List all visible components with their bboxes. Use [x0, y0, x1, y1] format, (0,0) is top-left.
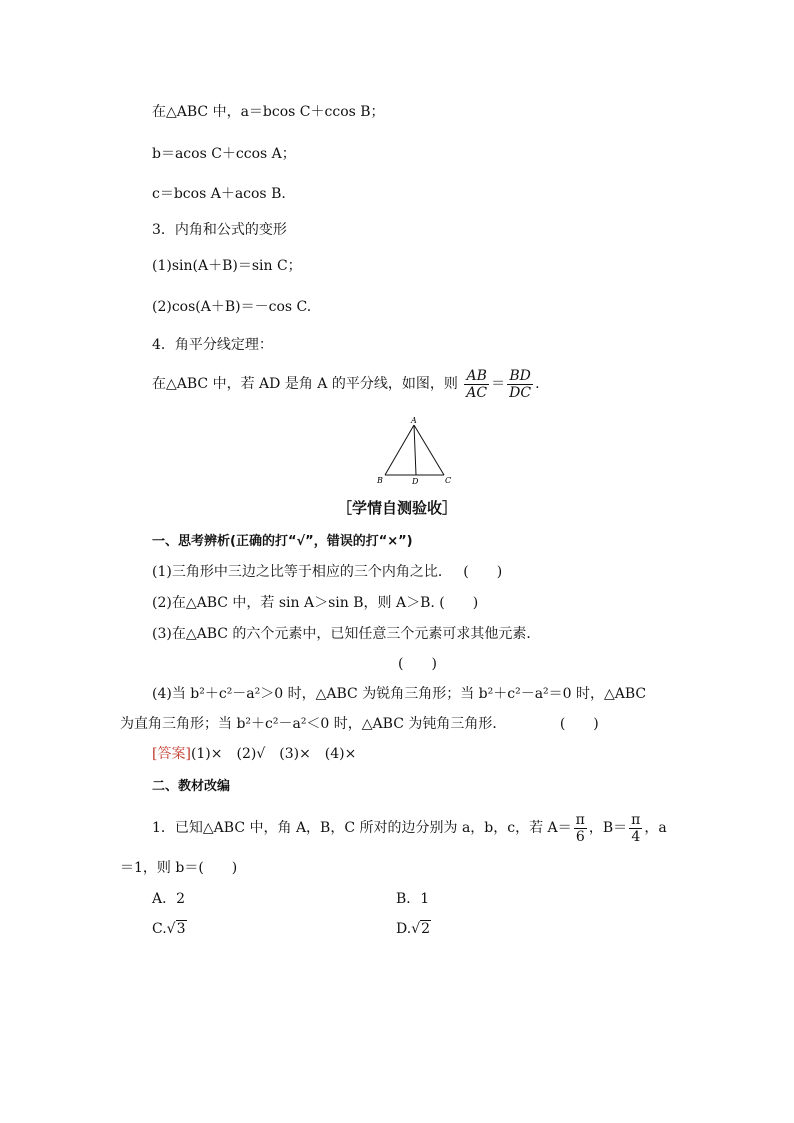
question-1: (1)三角形中三边之比等于相应的三个内角之比． ( ) — [152, 564, 503, 580]
option-a: A．2 — [152, 891, 186, 907]
option-b: B．1 — [396, 891, 430, 907]
answer-label: [答案] — [152, 746, 191, 762]
fraction-bd-dc — [507, 368, 533, 401]
fraction-ab-ac — [464, 368, 489, 401]
equals-sign: ＝ — [491, 376, 506, 392]
pi-1: π — [575, 811, 585, 828]
sqrt-3: √3 — [166, 921, 186, 937]
answer-text: (1)× (2)√ (3)× (4)× — [190, 746, 357, 762]
answer-line — [152, 744, 356, 764]
fraction-bd: BD — [507, 368, 533, 385]
question-4-line-2: 为直角三角形；当 b²＋c²－a²＜0 时，△ABC 为钝角三角形． ( ) — [120, 716, 599, 732]
fraction-ac: AC — [466, 384, 488, 401]
section-3-item-2: (2)cos(A＋B)＝－cos C. — [152, 299, 312, 315]
denominator-6: 6 — [575, 828, 585, 845]
vertex-label-b: B — [377, 476, 383, 485]
bisector-text: 在△ABC 中，若 AD 是角 A 的平分线，如图，则 — [152, 376, 458, 392]
option-d-label: D. — [396, 921, 412, 937]
fraction-pi-6 — [574, 812, 587, 845]
formula-line-3: c＝bcos A＋acos B. — [152, 186, 286, 202]
question-2: (2)在△ABC 中，若 sin A＞sin B，则 A＞B. ( ) — [152, 595, 479, 611]
denominator-4: 4 — [631, 828, 641, 845]
vertex-label-c: C — [445, 476, 452, 485]
option-c-label: C. — [152, 921, 167, 937]
section-3-item-1: (1)sin(A＋B)＝sin C； — [152, 258, 302, 274]
problem-1-tail: ，a — [644, 820, 667, 836]
bisector-theorem-line — [152, 364, 540, 404]
sqrt-3-radicand: 3 — [176, 921, 186, 937]
section-4-title: 4．角平分线定理： — [152, 337, 273, 353]
problem-1-mid: ，B＝ — [588, 820, 628, 836]
option-d — [396, 919, 431, 939]
fraction-dc: DC — [509, 384, 532, 401]
triangle-figure — [368, 413, 458, 487]
fraction-ab: AB — [464, 368, 489, 385]
vertex-label-d: D — [412, 477, 419, 486]
part-2-title: 二、教材改编 — [152, 779, 231, 794]
section-title: ［学情自测验收］ — [336, 499, 457, 517]
fraction-pi-4 — [629, 812, 642, 845]
sqrt-2-radicand: 2 — [421, 921, 431, 937]
formula-line-1: 在△ABC 中，a＝bcos C＋ccos B； — [152, 104, 385, 120]
sqrt-2: √2 — [411, 921, 431, 937]
vertex-label-a: A — [411, 416, 417, 425]
problem-1-line-1 — [152, 808, 667, 848]
section-3-title: 3．内角和公式的变形 — [152, 222, 287, 238]
period: . — [535, 376, 540, 392]
question-3: (3)在△ABC 的六个元素中，已知任意三个元素可求其他元素． — [152, 626, 541, 642]
question-3-paren: ( ) — [398, 656, 437, 672]
problem-1-line-2: ＝1，则 b＝( ) — [120, 860, 238, 876]
formula-line-2: b＝acos C＋ccos A； — [152, 146, 296, 162]
pi-2: π — [631, 811, 641, 828]
question-4-line-1: (4)当 b²＋c²－a²＞0 时，△ABC 为锐角三角形；当 b²＋c²－a²＝0 时，△ABC — [152, 686, 647, 702]
problem-1-text: 1．已知△ABC 中，角 A，B，C 所对的边分别为 a，b，c，若 A＝ — [152, 820, 572, 836]
option-c — [152, 919, 187, 939]
part-1-title: 一、思考辨析(正确的打“√”，错误的打“×”) — [152, 534, 413, 549]
